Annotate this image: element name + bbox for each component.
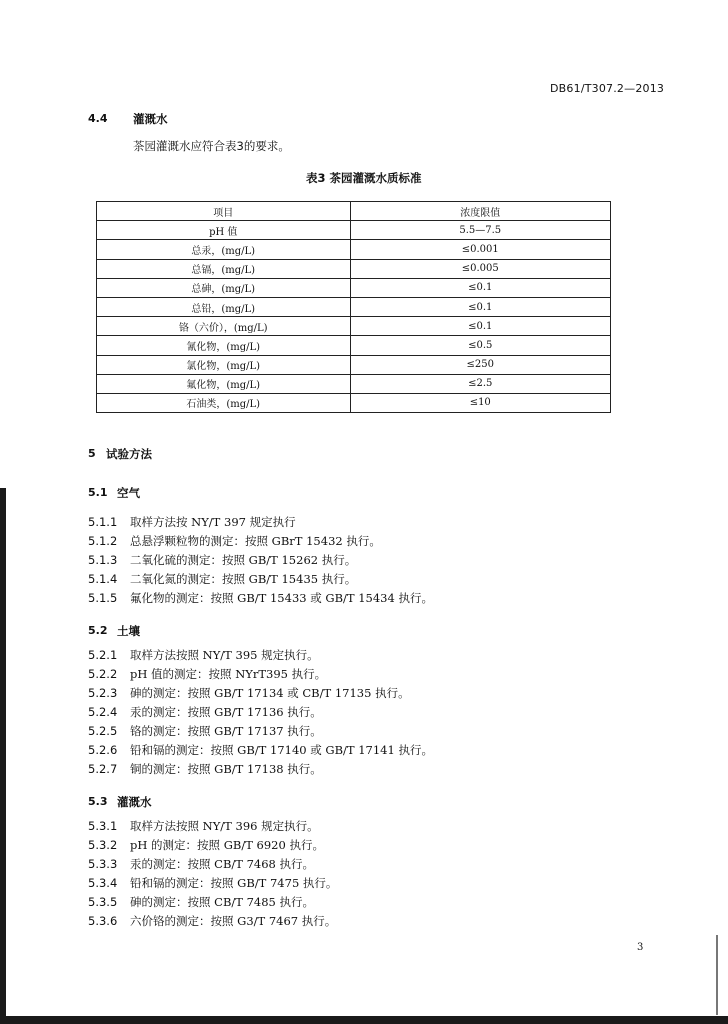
- list-item: [88, 647, 319, 663]
- scan-edge-right: [716, 935, 718, 1015]
- list-item: [88, 571, 356, 587]
- table-cell-item: pH 值: [97, 221, 351, 240]
- item-text: 砷的测定：按照 GB/T 17134 或 CB/T 17135 执行。: [130, 686, 410, 700]
- table-row: [97, 240, 611, 259]
- table-cell-limit: 5.5—7.5: [350, 221, 611, 240]
- table-cell-limit: ≤0.1: [350, 317, 611, 336]
- item-text: 取样方法按照 NY/T 395 规定执行。: [130, 648, 319, 662]
- list-item: [88, 552, 356, 568]
- list-item: [88, 894, 314, 910]
- scan-edge-bottom: [0, 1016, 728, 1024]
- item-number: 5.2.2: [88, 667, 118, 681]
- item-number: 5.3.5: [88, 895, 118, 909]
- list-item: [88, 913, 336, 929]
- item-number: 5.3.3: [88, 857, 118, 871]
- item-number: 5.1.3: [88, 553, 118, 567]
- item-number: 5.2.1: [88, 648, 118, 662]
- item-number: 5.2.7: [88, 762, 118, 776]
- item-number: 5.3.1: [88, 819, 118, 833]
- water-quality-table: [96, 201, 611, 413]
- item-number: 5.2.6: [88, 743, 118, 757]
- item-number: 5.3.2: [88, 838, 118, 852]
- item-text: 二氧化氮的测定：按照 GB/T 15435 执行。: [130, 572, 357, 586]
- item-text: 汞的测定：按照 CB/T 7468 执行。: [130, 857, 315, 871]
- table-cell-limit: ≤0.001: [350, 240, 611, 259]
- section-4-4-number: 4.4: [88, 112, 108, 125]
- table-cell-item: 总铅，(mg/L): [97, 297, 351, 316]
- item-number: 5.3.6: [88, 914, 118, 928]
- section-5-2-number: 5.2: [88, 624, 108, 637]
- list-item: [88, 742, 433, 758]
- item-text: 汞的测定：按照 GB/T 17136 执行。: [130, 705, 322, 719]
- item-number: 5.1.5: [88, 591, 118, 605]
- section-5-2-title: 土壤: [117, 624, 140, 638]
- table-row: [97, 278, 611, 297]
- table-cell-limit: ≤250: [350, 355, 611, 374]
- table-cell-item: 氯化物，(mg/L): [97, 355, 351, 374]
- item-text: pH 的测定：按照 GB/T 6920 执行。: [130, 838, 324, 852]
- table-cell-limit: ≤0.005: [350, 259, 611, 278]
- item-number: 5.2.4: [88, 705, 118, 719]
- list-item: [88, 590, 433, 606]
- table-cell-item: 石油类，(mg/L): [97, 393, 351, 412]
- table-row: [97, 355, 611, 374]
- page-number: 3: [637, 942, 644, 953]
- section-4-4-title: 灌溉水: [133, 112, 168, 126]
- item-text: 铅和镉的测定：按照 GB/T 7475 执行。: [130, 876, 338, 890]
- item-number: 5.2.3: [88, 686, 118, 700]
- table-header-row: [97, 202, 611, 221]
- table-cell-item: 总汞，(mg/L): [97, 240, 351, 259]
- document-code: DB61/T307.2—2013: [550, 82, 665, 95]
- table-cell-limit: ≤0.1: [350, 297, 611, 316]
- item-text: 总悬浮颗粒物的测定：按照 GBrT 15432 执行。: [130, 534, 381, 548]
- item-text: 取样方法按 NY/T 397 规定执行: [130, 515, 296, 529]
- item-text: 氟化物的测定：按照 GB/T 15433 或 GB/T 15434 执行。: [130, 591, 433, 605]
- table-cell-item: 总砷，(mg/L): [97, 278, 351, 297]
- list-item: [88, 533, 381, 549]
- table-row: [97, 297, 611, 316]
- table-header-item: 项目: [97, 202, 351, 221]
- table-row: [97, 221, 611, 240]
- section-5-3-title: 灌溉水: [117, 795, 152, 809]
- list-item: [88, 837, 324, 853]
- section-5-1-title: 空气: [117, 486, 140, 500]
- item-text: 铅和镉的测定：按照 GB/T 17140 或 GB/T 17141 执行。: [130, 743, 433, 757]
- item-text: 铬的测定：按照 GB/T 17137 执行。: [130, 724, 322, 738]
- section-5-number: 5: [88, 447, 96, 460]
- item-number: 5.3.4: [88, 876, 118, 890]
- item-text: 六价铬的测定：按照 G3/T 7467 执行。: [130, 914, 337, 928]
- list-item: [88, 666, 326, 682]
- table-cell-limit: ≤0.1: [350, 278, 611, 297]
- list-item: [88, 856, 314, 872]
- item-number: 5.1.4: [88, 572, 118, 586]
- item-number: 5.1.2: [88, 534, 118, 548]
- table-cell-item: 氰化物，(mg/L): [97, 336, 351, 355]
- table-cell-item: 总镉，(mg/L): [97, 259, 351, 278]
- section-5-1-number: 5.1: [88, 486, 108, 499]
- item-text: 二氧化硫的测定：按照 GB/T 15262 执行。: [130, 553, 357, 567]
- list-item: [88, 875, 337, 891]
- table-row: [97, 393, 611, 412]
- table-cell-limit: ≤2.5: [350, 374, 611, 393]
- table-cell-item: 氟化物，(mg/L): [97, 374, 351, 393]
- item-number: 5.2.5: [88, 724, 118, 738]
- table-row: [97, 374, 611, 393]
- item-text: 铜的测定：按照 GB/T 17138 执行。: [130, 762, 322, 776]
- list-item: [88, 818, 319, 834]
- section-5-title: 试验方法: [106, 447, 152, 461]
- scan-edge-left: [0, 488, 6, 1024]
- table-row: [97, 259, 611, 278]
- item-text: 取样方法按照 NY/T 396 规定执行。: [130, 819, 319, 833]
- section-4-4-paragraph: 茶园灌溉水应符合表3的要求。: [133, 139, 290, 153]
- list-item: [88, 514, 296, 530]
- list-item: [88, 685, 410, 701]
- table-header-limit: 浓度限值: [350, 202, 611, 221]
- list-item: [88, 704, 322, 720]
- table-row: [97, 317, 611, 336]
- table-row: [97, 336, 611, 355]
- table-3-title: 表3 茶园灌溉水质标准: [306, 171, 422, 185]
- item-number: 5.1.1: [88, 515, 118, 529]
- list-item: [88, 723, 322, 739]
- table-cell-item: 铬（六价），(mg/L): [97, 317, 351, 336]
- table-cell-limit: ≤0.5: [350, 336, 611, 355]
- item-text: pH 值的测定：按照 NYrT395 执行。: [130, 667, 327, 681]
- item-text: 砷的测定：按照 CB/T 7485 执行。: [130, 895, 315, 909]
- list-item: [88, 761, 322, 777]
- section-5-3-number: 5.3: [88, 795, 108, 808]
- table-cell-limit: ≤10: [350, 393, 611, 412]
